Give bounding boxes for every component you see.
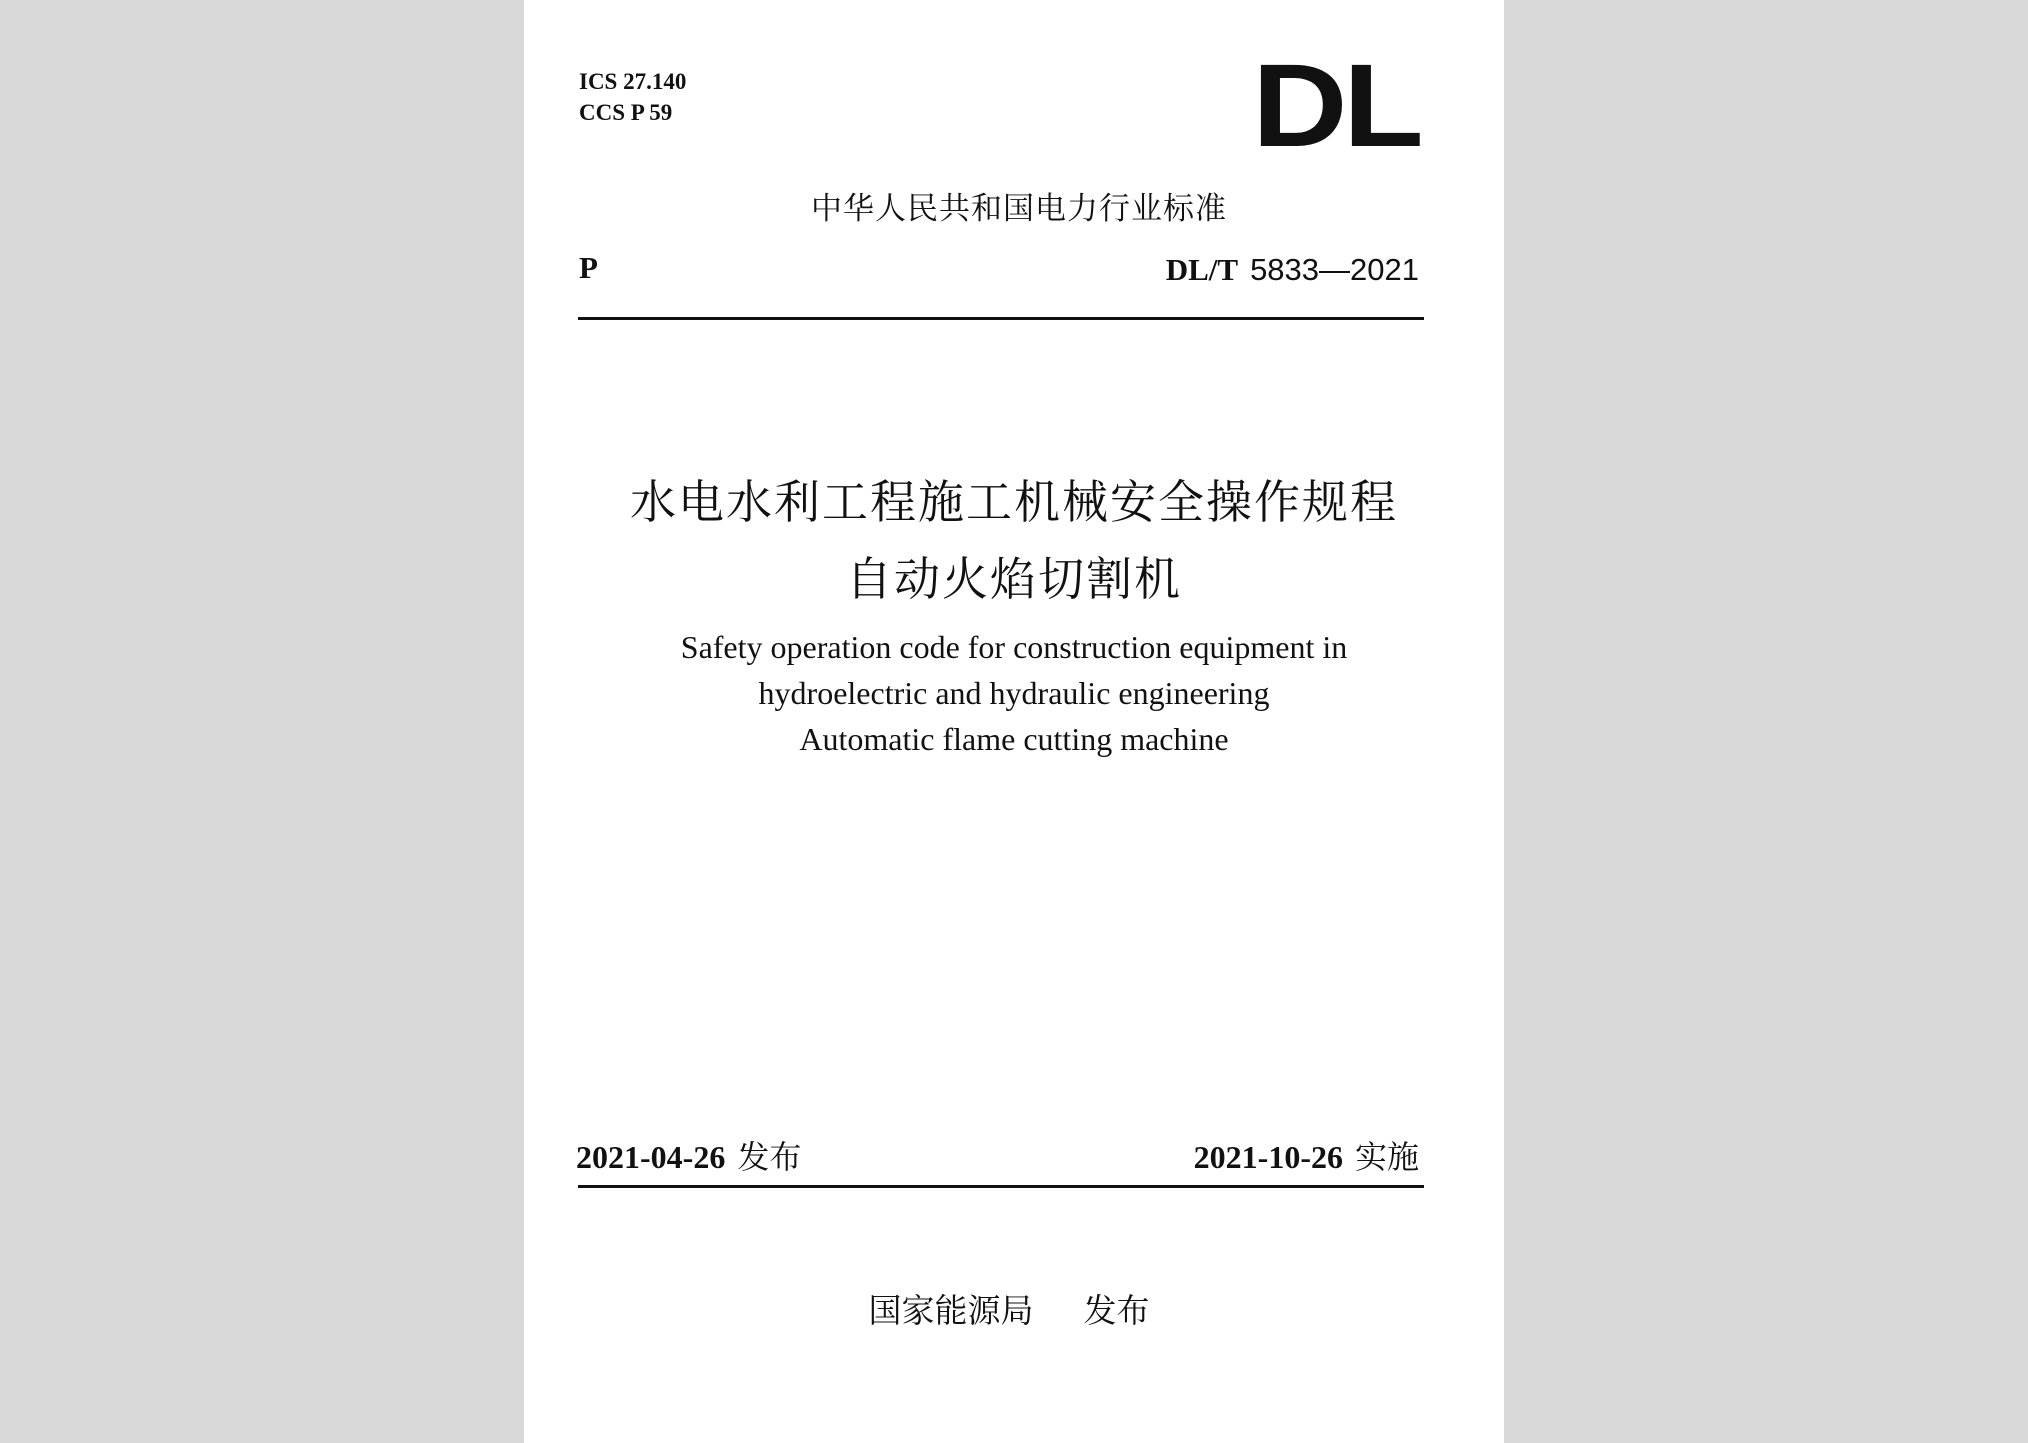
- standard-id: 5833—2021: [1250, 252, 1419, 287]
- issuer-verb: 发布: [1083, 1291, 1150, 1330]
- title-english-line-1: Safety operation code for construction equipment in: [680, 629, 1348, 665]
- issuer-name: 国家能源局: [868, 1291, 1034, 1330]
- title-english-line-3: Automatic flame cutting machine: [799, 721, 1229, 757]
- issue-date-block: [576, 1132, 801, 1178]
- issue-date: 2021-04-26: [576, 1139, 726, 1175]
- issuer-line: [524, 1285, 1504, 1332]
- title-chinese-line-2: 自动火焰切割机: [846, 552, 1182, 606]
- dl-logo: DL: [1251, 40, 1419, 172]
- standard-authority-heading: 中华人民共和国电力行业标准: [811, 191, 1227, 227]
- effective-label: 实施: [1354, 1138, 1419, 1176]
- ccs-code: CCS P 59: [579, 100, 673, 125]
- bottom-divider: [578, 1185, 1424, 1188]
- title-english: [524, 624, 1504, 762]
- issue-label: 发布: [737, 1138, 802, 1176]
- title-chinese-line-1: 水电水利工程施工机械安全操作规程: [630, 475, 1398, 529]
- document-page: [524, 0, 1504, 1443]
- standard-prefix: DL/T: [1165, 252, 1239, 287]
- standard-number: [1166, 252, 1419, 288]
- effective-date-block: [1194, 1132, 1419, 1178]
- effective-date: 2021-10-26: [1193, 1139, 1343, 1175]
- category-letter: P: [579, 250, 598, 285]
- title-english-line-2: hydroelectric and hydraulic engineering: [758, 675, 1270, 711]
- top-divider: [578, 317, 1424, 320]
- ics-code: ICS 27.140: [579, 69, 687, 94]
- classification-codes: [579, 66, 686, 128]
